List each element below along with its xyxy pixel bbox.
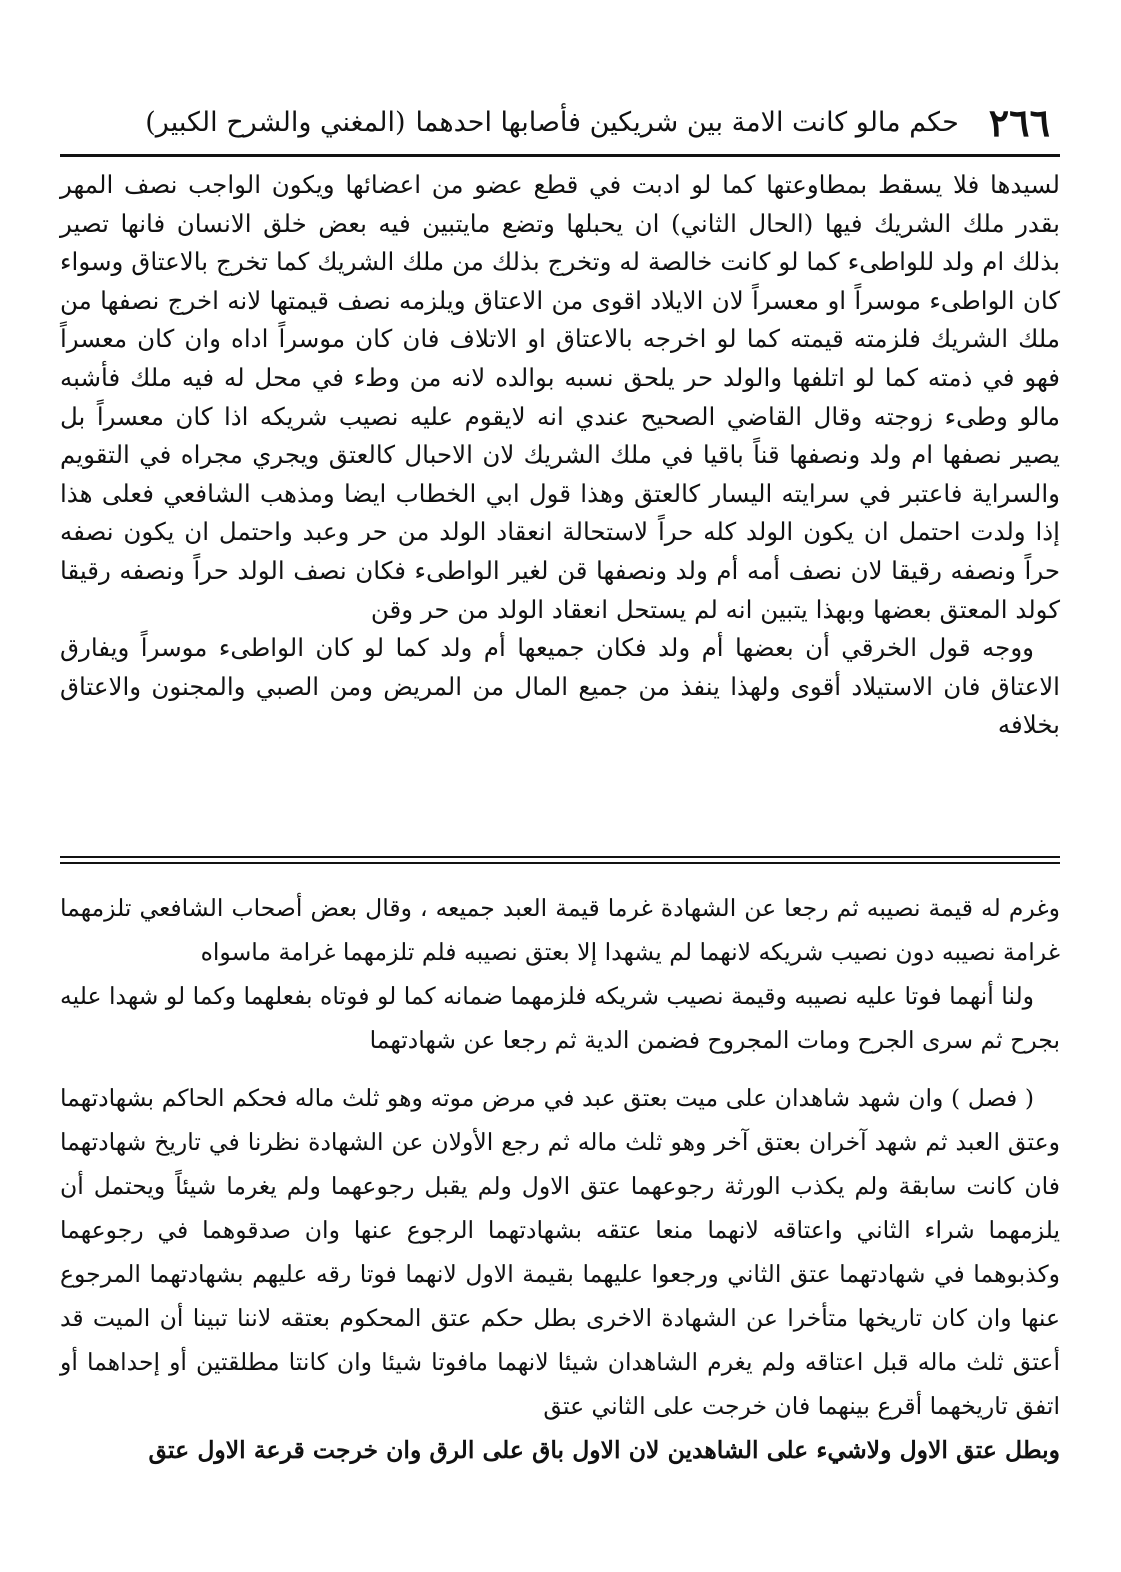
commentary-block: [60, 886, 1060, 1472]
commentary-paragraph: وغرم له قيمة نصيبه ثم رجعا عن الشهادة غرما قيمة العبد جميعه ، وقال بعض أصحاب الشافعي تلزمهما غرامة نصيبه دون نصيب شريكه لانهما لم يشهدا إلا بعتق نصيبه فلم تلزمهما غرامة ماسواه: [60, 894, 1060, 966]
commentary-paragraph: ولنا أنهما فوتا عليه نصيبه وقيمة نصيب شريكه فلزمهما ضمانه كما لو فوتاه بفعلهما وكما لو شهدا عليه بجرح ثم سرى الجرح ومات المجروح فضمن الدية ثم رجعا عن شهادتهما: [60, 982, 1060, 1054]
page-header: [60, 90, 1060, 157]
document-page: [60, 90, 1060, 1530]
main-text-block: [60, 166, 1060, 745]
main-paragraph: ووجه قول الخرقي أن بعضها أم ولد فكان جميعها أم ولد كما لو كان الواطىء موسراً ويفارق الاعتاق فان الاستيلاد أقوى ولهذا ينفذ من جميع المال من المريض ومن الصبي والمجنون والاعتاق بخلافه: [60, 633, 1060, 740]
page-number: ٢٦٦: [988, 99, 1050, 145]
main-paragraph: لسيدها فلا يسقط بمطاوعتها كما لو ادبت في قطع عضو من اعضائها ويكون الواجب نصف المهر بقدر ملك الشريك فيها (الحال الثاني) ان يحبلها وتضع مايتبين فيه بعض خلق الانسان فانها تصير بذلك ام ولد للواطىء كما لو كانت خالصة له وتخرج بذلك من ملك الشريك كما تخرج بالاعتاق وسواء كان الواطىء موسراً او معسراً لان الايلاد اقوى من الاعتاق ويلزمه نصف قيمتها لانه اخرج نصفها من ملك الشريك فلزمته قيمته كما لو اخرجه بالاعتاق او الاتلاف فان كان موسراً اداه وان كان معسراً فهو في ذمته كما لو اتلفها والولد حر يلحق نسبه بوالده لانه من وطء في محل له فيه ملك فأشبه مالو وطىء زوجته وقال القاضي الصحيح عندي انه لايقوم عليه نصيب شريكه اذا كان معسراً بل يصير نصفها ام ولد ونصفها قناً باقيا في ملك الشريك لان الاحبال كالعتق ويجري مجراه في التقويم والسراية فاعتبر في سرايته اليسار كالعتق وهذا قول ابي الخطاب ايضا ومذهب الشافعي فعلى هذا إذا ولدت احتمل ان يكون الولد كله حراً لاستحالة انعقاد الولد من حر وعبد واحتمل ان يكون نصفه حراً ونصفه رقيقا لان نصف أمه أم ولد ونصفها قن لغير الواطىء فكان نصف الولد حراً ونصفه رقيقا كولد المعتق بعضها وبهذا يتبين انه لم يستحل انعقاد الولد من حر وقن: [60, 170, 1060, 624]
commentary-paragraph: وبطل عتق الاول ولاشيء على الشاهدين لان الاول باق على الرق وان خرجت قرعة الاول عتق: [148, 1436, 1060, 1464]
commentary-paragraph: ( فصل ) وان شهد شاهدان على ميت بعتق عبد في مرض موته وهو ثلث ماله فحكم الحاكم بشهادتهما وعتق العبد ثم شهد آخران بعتق آخر وهو ثلث ماله ثم رجع الأولان عن الشهادة نظرنا في تاريخ شهادتهما فان كانت سابقة ولم يكذب الورثة رجوعهما عتق الاول ولم يقبل رجوعهما ولم يغرما شيئاً ويحتمل أن يلزمهما شراء الثاني واعتاقه لانهما منعا عتقه بشهادتهما الرجوع عنها وان صدقوهما في رجوعهما وكذبوهما في شهادتهما عتق الثاني ورجعوا عليهما بقيمة الاول لانهما فوتا رقه عليهم بشهادتهما المرجوع عنها وان كان تاريخها متأخرا عن الشهادة الاخرى بطل حكم عتق المحكوم بعتقه لاننا تبينا أن الميت قد أعتق ثلث ماله قبل اعتاقه ولم يغرم الشاهدان شيئا لانهما مافوتا شيئا وان كانتا مطلقتين أو إحداهما أو اتفق تاريخهما أقرع بينهما فان خرجت على الثاني عتق: [60, 1084, 1060, 1420]
section-divider: [60, 856, 1060, 864]
book-title: (المغني والشرح الكبير): [145, 106, 406, 138]
running-head: حكم مالو كانت الامة بين شريكين فأصابها احدهما: [415, 106, 959, 138]
